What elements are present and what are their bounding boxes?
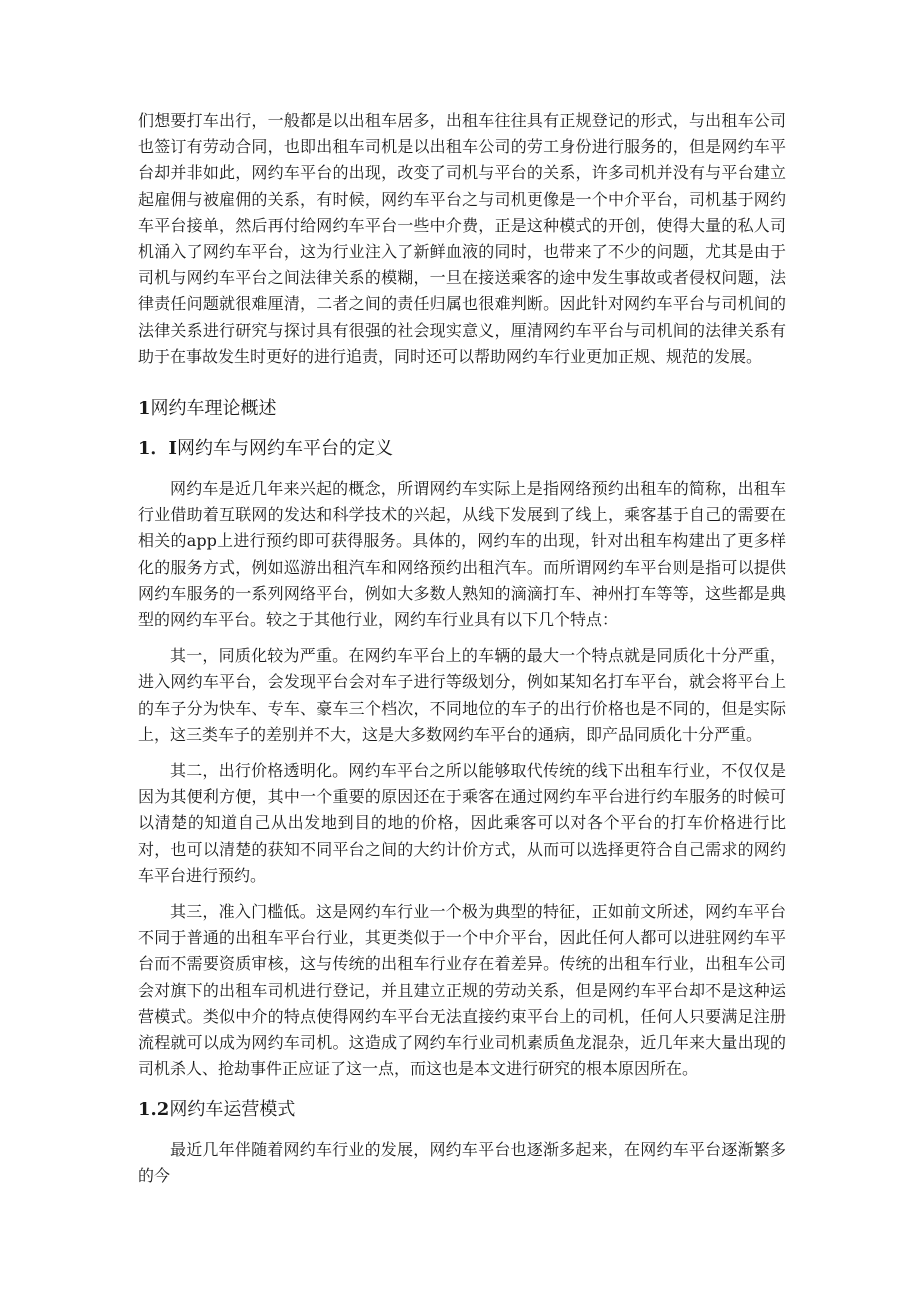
spacer [138, 748, 786, 758]
feature-3-paragraph: 其三，准入门槛低。这是网约车行业一个极为典型的特征，正如前文所述，网约车平台不同于普通的出租车平台行业，其更类似于一个中介平台，因此任何人都可以进驻网约车平台而不需要资质审核，这与传统的出租车行业存在着差异。传统的出租车行业，出租车公司会对旗下的出租车司机进行登记，并且建立正规的劳动关系，但是网约车平台却不是这种运营模式。类似中介的特点使得网约车平台无法直接约束平台上的司机，任何人只要满足注册流程就可以成为网约车司机。这造成了网约车行业司机素质鱼龙混杂，近几年来大量出现的司机杀人、抢劫事件正应证了这一点，而这也是本文进行研究的根本原因所在。 [138, 902, 786, 1079]
heading-text: 网约车运营模式 [169, 1098, 296, 1120]
heading-number: 1．I [138, 438, 177, 460]
spacer [138, 1123, 786, 1137]
spacer [138, 422, 786, 436]
spacer [138, 633, 786, 643]
feature-2-paragraph: 其二，出行价格透明化。网约车平台之所以能够取代传统的线下出租车行业，不仅仅是因为其便利方便，其中一个重要的原因还在于乘客在通过网约车平台进行约车服务的时候可以清楚的知道自己从出发地到目的地的价格，因此乘客可以对各个平台的打车价格进行比对，也可以清楚的获知不同平台之间的大约计价方式，从而可以选择更符合自己需求的网约车平台进行预约。 [138, 761, 786, 885]
spacer [138, 889, 786, 899]
heading-section-1 [138, 396, 786, 422]
spacer [138, 370, 786, 396]
operation-paragraph: 最近几年伴随着网约车行业的发展，网约车平台也逐渐多起来，在网约车平台逐渐繁多的今 [138, 1139, 786, 1185]
intro-paragraph: 们想要打车出行，一般都是以出租车居多，出租车往往具有正规登记的形式，与出租车公司也签订有劳动合同，也即出租车司机是以出租车公司的劳工身份进行服务的，但是网约车平台却并非如此，网约车平台的出现，改变了司机与平台的关系，许多司机并没有与平台建立起雇佣与被雇佣的关系，有时候，网约车平台之与司机更像是一个中介平台，司机基于网约车平台接单，然后再付给网约车平台一些中介费，正是这种模式的开创，使得大量的私人司机涌入了网约车平台，这为行业注入了新鲜血液的同时，也带来了不少的问题，尤其是由于司机与网约车平台之间法律关系的模糊，一旦在接送乘客的途中发生事故或者侵权问题，法律责任问题就很难厘清，二者之间的责任归属也很难判断。因此针对网约车平台与司机间的法律关系进行研究与探讨具有很强的社会现实意义，厘清网约车平台与司机间的法律关系有助于在事故发生时更好的进行追责，同时还可以帮助网约车行业更加正规、规范的发展。 [138, 111, 786, 366]
heading-section-1-1 [138, 436, 786, 462]
spacer [138, 462, 786, 476]
heading-text: 网约车与网约车平台的定义 [176, 438, 393, 460]
heading-text: 网约车理论概述 [150, 398, 277, 420]
spacer [138, 1083, 786, 1097]
feature-1-paragraph: 其一，同质化较为严重。在网约车平台上的车辆的最大一个特点就是同质化十分严重，进入网约车平台，会发现平台会对车子进行等级划分，例如某知名打车平台，就会将平台上的车子分为快车、专车、豪车三个档次，不同地位的车子的出行价格也是不同的，但是实际上，这三类车子的差别并不大，这是大多数网约车平台的通病，即产品同质化十分严重。 [138, 646, 786, 744]
heading-number: 1.2 [138, 1098, 170, 1120]
document-body [138, 108, 786, 1189]
definition-paragraph: 网约车是近几年来兴起的概念，所谓网约车实际上是指网络预约出租车的简称，出租车行业借助着互联网的发达和科学技术的兴起，从线下发展到了线上，乘客基于自己的需要在相关的app上进行预约即可获得服务。具体的，网约车的出现，针对出租车构建出了更多样化的服务方式，例如巡游出租汽车和网络预约出租汽车。而所谓网约车平台则是指可以提供网约车服务的一系列网络平台，例如大多数人熟知的滴滴打车、神州打车等等，这些都是典型的网约车平台。较之于其他行业，网约车行业具有以下几个特点： [138, 479, 786, 630]
heading-section-1-2 [138, 1097, 786, 1123]
heading-number: 1 [138, 398, 151, 420]
